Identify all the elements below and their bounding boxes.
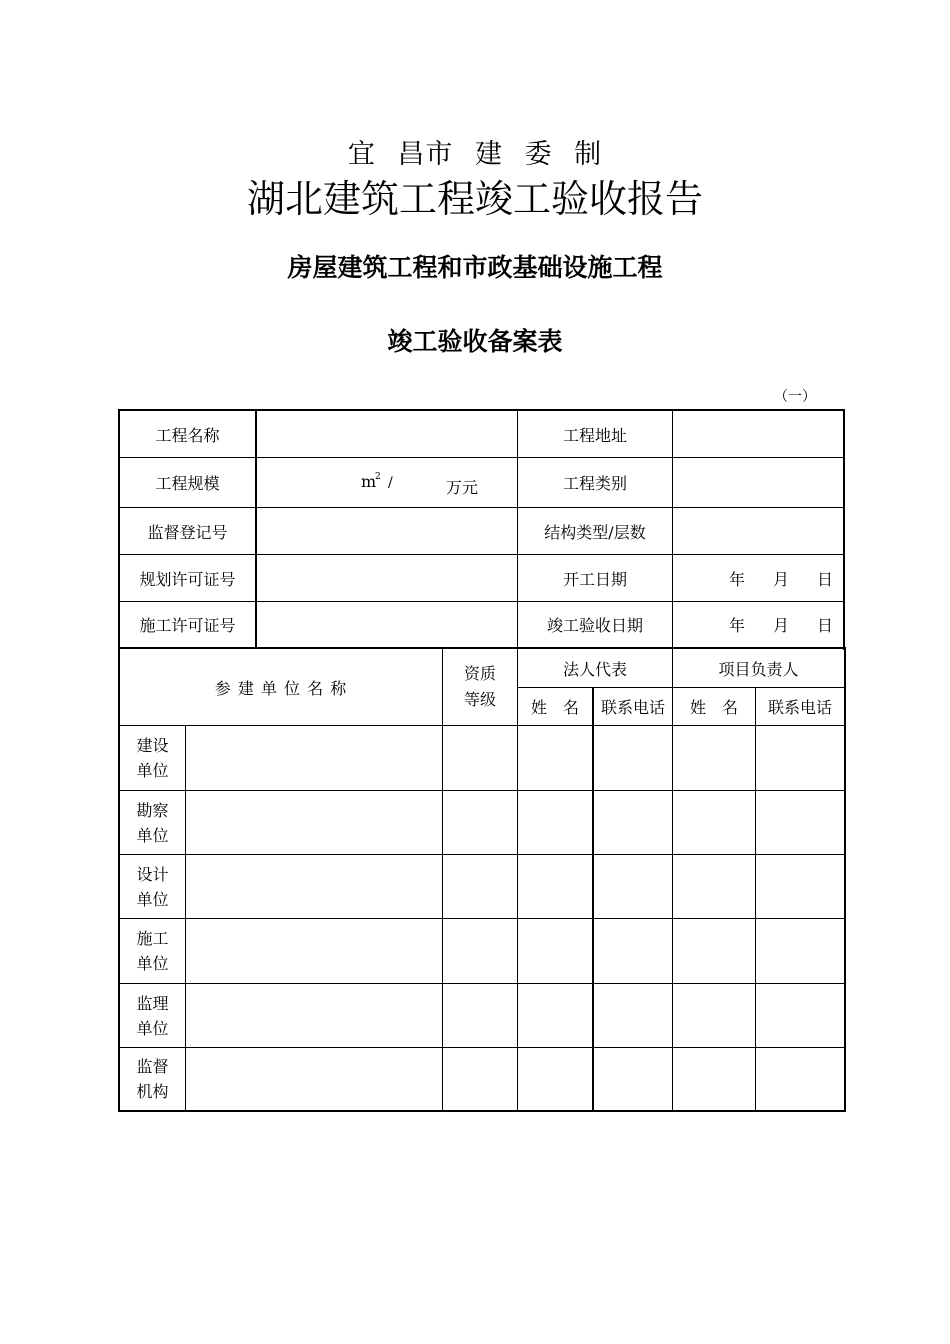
legal-rep-name-header: 姓 名 xyxy=(530,698,579,717)
unit-label-supervisor: 监理 单位 xyxy=(136,993,169,1038)
date-year: 年 xyxy=(728,569,745,589)
supervision-reg-label: 监督登记号 xyxy=(147,522,228,542)
unit-label-construction: 建设 单位 xyxy=(136,736,169,780)
unit-label-oversight: 监督 机构 xyxy=(136,1057,169,1101)
start-date-field[interactable] xyxy=(673,555,843,601)
leader-name-header: 姓 名 xyxy=(689,698,738,717)
completion-date-field[interactable] xyxy=(673,602,843,647)
construction-permit-field[interactable] xyxy=(257,602,517,647)
unit-label-design: 设计 单位 xyxy=(136,864,169,909)
scale-separator: / xyxy=(388,475,393,491)
money-unit: 万元 xyxy=(446,478,479,497)
project-category-field[interactable] xyxy=(673,458,843,507)
subtitle-2: 竣工验收备案表 xyxy=(387,327,563,356)
structure-field[interactable] xyxy=(673,508,843,554)
area-unit: m xyxy=(361,472,377,491)
legal-rep-header: 法人代表 xyxy=(562,659,627,679)
structure-label: 结构类型/层数 xyxy=(544,522,646,542)
unit-label-contractor: 施工 单位 xyxy=(136,929,169,973)
construction-permit-label: 施工许可证号 xyxy=(139,616,236,635)
main-title: 湖北建筑工程竣工验收报告 xyxy=(246,177,703,221)
date-day: 日 xyxy=(816,569,833,589)
start-date-label: 开工日期 xyxy=(562,569,627,589)
supervision-reg-field[interactable] xyxy=(257,508,517,554)
issuer-line: 宜 昌市 建 委 制 xyxy=(347,139,603,170)
area-unit-sup: 2 xyxy=(375,472,381,482)
qualification-header: 资质 等级 xyxy=(463,664,496,709)
subtitle-1: 房屋建筑工程和市政基础设施工程 xyxy=(287,253,663,282)
project-leader-header: 项目负责人 xyxy=(718,659,799,679)
sequence-number: （一） xyxy=(774,389,816,405)
project-address-field[interactable] xyxy=(673,411,843,457)
project-category-label: 工程类别 xyxy=(562,474,627,493)
project-name-label: 工程名称 xyxy=(155,425,220,445)
planning-permit-label: 规划许可证号 xyxy=(139,569,236,589)
project-name-field[interactable] xyxy=(257,411,517,457)
legal-rep-phone-header: 联系电话 xyxy=(600,698,665,717)
participant-name-header: 参 建 单 位 名 称 xyxy=(214,678,348,698)
date-day: 日 xyxy=(816,616,833,635)
unit-label-survey: 勘察 单位 xyxy=(136,800,169,845)
project-address-label: 工程地址 xyxy=(562,425,627,445)
date-month: 月 xyxy=(772,616,789,635)
planning-permit-field[interactable] xyxy=(257,555,517,601)
date-month: 月 xyxy=(772,569,789,589)
project-scale-field[interactable] xyxy=(257,458,517,507)
project-scale-label: 工程规模 xyxy=(155,474,220,493)
completion-date-label: 竣工验收日期 xyxy=(546,616,643,635)
leader-phone-header: 联系电话 xyxy=(767,698,832,717)
date-year: 年 xyxy=(728,616,745,635)
